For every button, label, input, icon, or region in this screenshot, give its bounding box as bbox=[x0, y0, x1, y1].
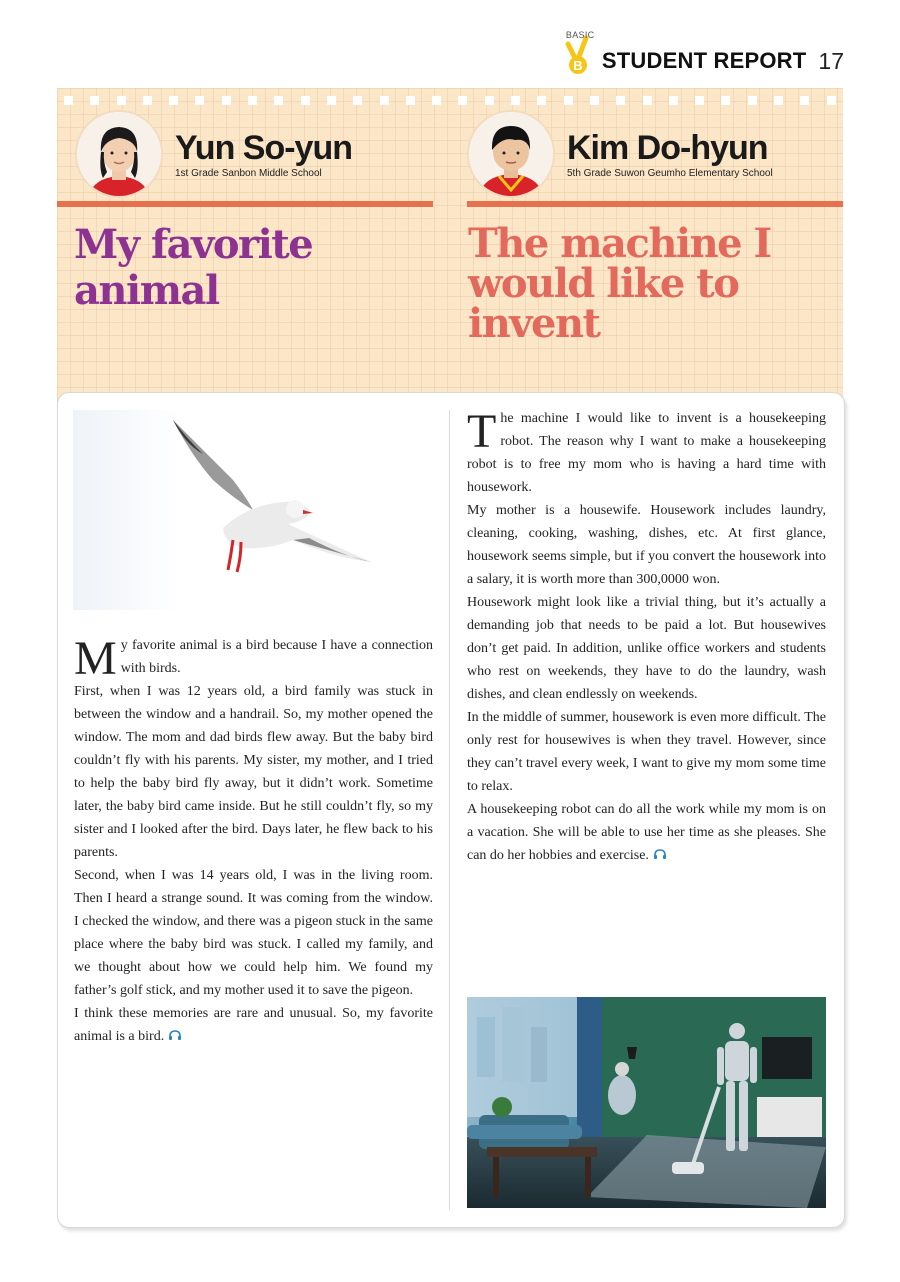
author-school: 1st Grade Sanbon Middle School bbox=[175, 168, 322, 179]
page-header bbox=[564, 30, 844, 80]
author-school: 5th Grade Suwon Geumho Elementary School bbox=[567, 168, 773, 179]
drop-cap: T bbox=[467, 405, 497, 458]
paragraph-text: y favorite animal is a bird because I have a connection with birds. bbox=[120, 638, 433, 676]
logo-text: BASIC bbox=[565, 30, 595, 40]
student-photo-icon bbox=[77, 112, 161, 196]
column-divider bbox=[449, 410, 450, 1210]
paragraph: Second, when I was 14 years old, I was in the living room. Then I heard a strange sound. It was coming from the window. I checked the window, and there was a pigeon stuck in the same place where the baby bird was stuck. I called my family, and we thought about how we could help him. We found my father’s golf stick, and my mother used it to save the pigeon. bbox=[74, 868, 433, 998]
page-number: 17 bbox=[818, 47, 844, 74]
title-rule-right bbox=[467, 201, 843, 207]
paragraph: First, when I was 12 years old, a bird family was stuck in between the window and a handrail. So, my mother opened the window. The mom and dad birds flew away. But the baby bird couldn’t fly with his parents. My sister, my mother, and I tried to help the baby bird fly away, but it didn’t work. Sometime later, the baby bird came inside. But he still couldn’t fly, so my sister and I looked after the bird. Days later, he flew back to his parents. bbox=[74, 684, 433, 860]
paragraph bbox=[467, 407, 826, 499]
paragraph bbox=[74, 632, 433, 685]
headphones-icon[interactable] bbox=[168, 1030, 182, 1041]
paragraph bbox=[74, 1002, 433, 1048]
housekeeping-robot-photo bbox=[467, 997, 826, 1208]
report-title: STUDENT REPORT bbox=[601, 48, 807, 73]
article-title-right: The machine I would like to invent bbox=[468, 220, 771, 347]
paragraph: My mother is a housewife. Housework includes laundry, cleaning, cooking, washing, dishes, etc. At first glance, housework seems simple, but if you convert the housework into a salary, it is worth more than 300,0000 won. bbox=[467, 503, 826, 587]
title-rule-left bbox=[57, 201, 433, 207]
article-body-right bbox=[467, 407, 826, 867]
seagull-photo bbox=[73, 410, 433, 610]
drop-cap: M bbox=[74, 632, 117, 685]
paragraph: In the middle of summer, housework is even more difficult. The only rest for housewives is when they travel. However, since they can’t travel every week, I want to give my mom some time to relax. bbox=[467, 710, 826, 794]
paragraph-text: he machine I would like to invent is a housekeeping robot. The reason why I want to make a housekeeping robot is to free my mom who is having a hard time with housework. bbox=[467, 411, 826, 495]
article-title-left: My favorite animal bbox=[74, 221, 313, 314]
author-name: Kim Do-hyun bbox=[567, 129, 768, 167]
avatar bbox=[467, 110, 555, 198]
headphones-icon[interactable] bbox=[653, 849, 667, 860]
article-body-left bbox=[74, 634, 433, 1048]
author-name: Yun So-yun bbox=[175, 129, 352, 167]
paragraph bbox=[467, 798, 826, 867]
svg-text:B: B bbox=[573, 58, 583, 73]
avatar bbox=[75, 110, 163, 198]
student-photo-icon bbox=[469, 112, 553, 196]
band-dots bbox=[64, 96, 836, 106]
paragraph-text: I think these memories are rare and unusual. So, my favorite animal is a bird. bbox=[74, 1006, 433, 1044]
author-right bbox=[467, 110, 773, 198]
basic-logo bbox=[564, 32, 594, 78]
author-left bbox=[75, 110, 352, 198]
paragraph: Housework might look like a trivial thing, but it’s actually a demanding job that needs to be paid a lot. But housewives don’t get paid. In addition, unlike office workers and students who rest on weekends, they have to do the laundry, wash dishes, and clean endlessly on weekends. bbox=[467, 595, 826, 702]
paragraph-text: A housekeeping robot can do all the work while my mom is on a vacation. She will be able to use her time as she pleases. She can do her hobbies and exercise. bbox=[467, 802, 826, 863]
